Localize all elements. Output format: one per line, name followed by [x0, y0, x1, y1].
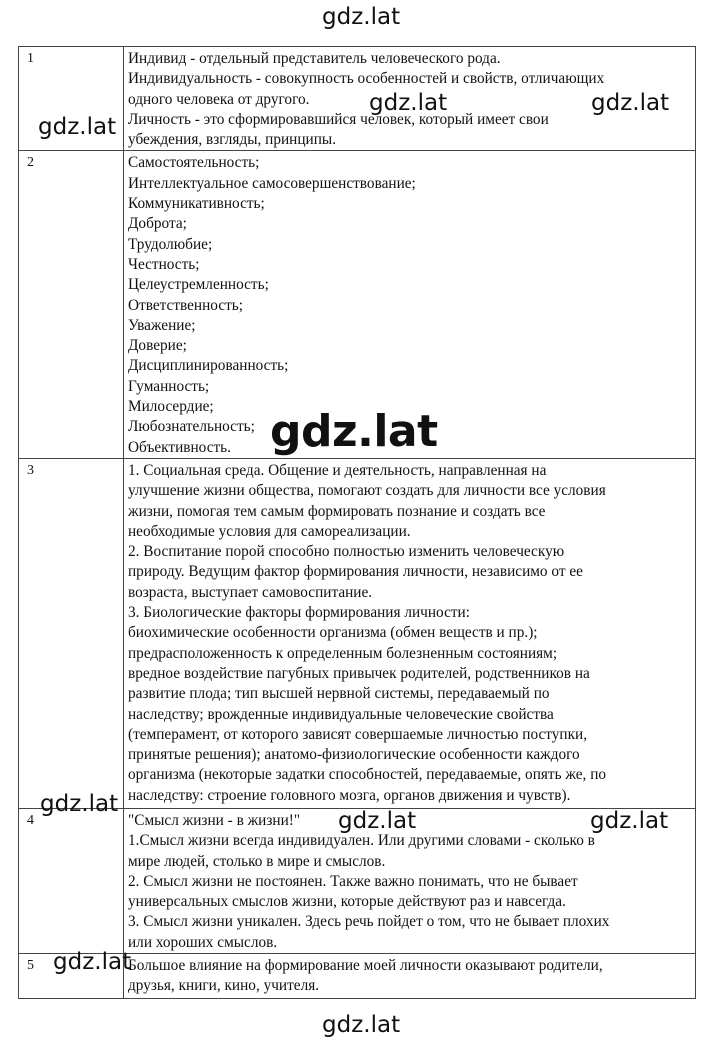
text-line: предрасположенность к определенным болезненным состояниям; [128, 644, 558, 662]
text-line: биохимические особенности организма (обмен веществ и пр.); [128, 624, 538, 642]
watermark-overlay: gdz.lat [40, 791, 119, 817]
text-line: универсальных смыслов жизни, которые действуют раз и навсегда. [128, 893, 566, 911]
text-line: Самостоятельность; [128, 154, 260, 172]
text-line: возраста, выступает самовоспитание. [128, 583, 373, 601]
text-line: Гуманность; [128, 377, 210, 395]
watermark-overlay: gdz.lat [590, 808, 669, 834]
text-line: 1.Смысл жизни всегда индивидуален. Или другими словами - сколько в [128, 832, 595, 850]
watermark-bottom: gdz.lat [322, 1012, 401, 1038]
text-line: убеждения, взгляды, принципы. [128, 131, 337, 149]
watermark-overlay: gdz.lat [369, 90, 448, 116]
watermark-large: gdz.lat [270, 406, 438, 457]
text-line: Целеустремленность; [128, 276, 269, 294]
text-line: Милосердие; [128, 398, 214, 416]
text-line: принятые решения); анатомо-физиологические особенности каждого [128, 746, 580, 764]
text-line: 2. Смысл жизни не постоянен. Также важно понимать, что не бывает [128, 872, 578, 890]
text-line: (темперамент, от которого зависят совершаемые личностью поступки, [128, 725, 588, 743]
text-line: Интеллектуальное самосовершенствование; [128, 174, 416, 192]
text-line: 1. Социальная среда. Общение и деятельность, направленная на [128, 461, 547, 479]
text-line: организма (некоторые задатки способностей, передаваемые, опять же, по [128, 766, 607, 784]
text-line: улучшение жизни общества, помогают создать для личности все условия [128, 482, 606, 500]
text-line: Ответственность; [128, 296, 244, 314]
text-line: Доброта; [128, 215, 187, 233]
text-line: "Смысл жизни - в жизни!" [128, 811, 301, 829]
watermark-overlay: gdz.lat [591, 90, 670, 116]
text-line: вредное воздействие пагубных привычек родителей, родственников на [128, 664, 590, 682]
text-line: одного человека от другого. [128, 90, 310, 108]
row-number: 1 [19, 47, 124, 151]
row-number: 5 [19, 954, 124, 999]
text-line: природу. Ведущим фактор формирования личности, независимо от ее [128, 563, 583, 581]
row-number: 3 [19, 458, 124, 808]
text-line: мире людей, столько в мире и смыслов. [128, 852, 386, 870]
text-line: 3. Смысл жизни уникален. Здесь речь пойдет о том, что не бывает плохих [128, 913, 610, 931]
text-line: Индивид - отдельный представитель человеческого рода. [128, 50, 501, 67]
text-line: Индивидуальность - совокупность особенностей и свойств, отличающих [128, 70, 605, 88]
watermark-overlay: gdz.lat [338, 808, 417, 834]
answers-table [18, 46, 696, 999]
text-line: необходимые условия для самореализации. [128, 522, 411, 540]
text-line: Объективность. [128, 438, 231, 456]
text-line: Любознательность; [128, 418, 255, 436]
text-line: наследству: строение головного мозга, органов движения и чувств). [128, 786, 571, 804]
watermark-overlay: gdz.lat [53, 949, 132, 975]
text-line: Большое влияние на формирование моей личности оказывают родители, [128, 957, 603, 975]
text-line: Личность - это сформировавшийся человек, который имеет свои [128, 110, 549, 128]
row-number: 2 [19, 151, 124, 458]
row-text [124, 458, 696, 808]
row-number: 4 [19, 808, 124, 953]
text-line: Трудолюбие; [128, 235, 213, 253]
text-line: Честность; [128, 255, 200, 273]
text-line: друзья, книги, кино, учителя. [128, 977, 320, 995]
row-text [124, 954, 696, 999]
text-line: 3. Биологические факторы формирования личности: [128, 604, 470, 622]
watermark-top: gdz.lat [322, 4, 401, 30]
text-line: Уважение; [128, 316, 196, 334]
text-line: Дисциплинированность; [128, 357, 289, 375]
text-line: наследству; врожденные индивидуальные человеческие свойства [128, 705, 554, 723]
text-line: развитие плода; тип высшей нервной системы, передаваемый по [128, 685, 550, 703]
table-row [19, 458, 696, 808]
text-line: 2. Воспитание порой способно полностью изменить человеческую [128, 543, 565, 561]
text-line: жизни, помогая тем самым формировать познание и создать все [128, 502, 546, 520]
text-line: или хороших смыслов. [128, 933, 278, 951]
text-line: Доверие; [128, 337, 187, 355]
watermark-overlay: gdz.lat [38, 114, 117, 140]
text-line: Коммуникативность; [128, 195, 265, 213]
